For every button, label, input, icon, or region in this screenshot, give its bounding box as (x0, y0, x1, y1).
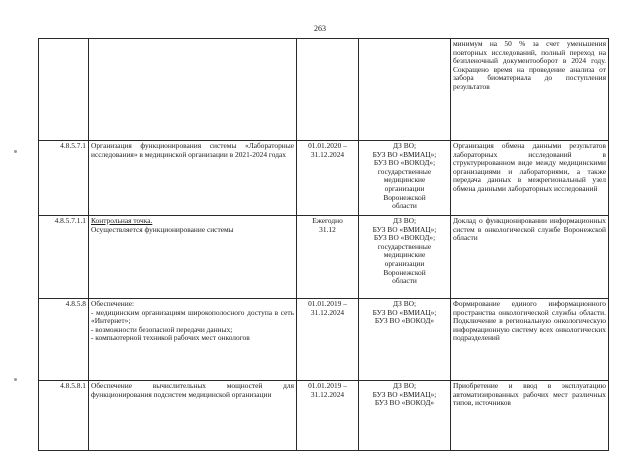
cell-text: - компьютерной техникой рабочих мест онкологов (91, 333, 250, 343)
cell-text: Доклад о функционировании информационных систем в онкологической службе Воронежской области (453, 216, 606, 243)
cell-text: - возможности безопасной передачи данных; (91, 324, 233, 334)
cell-text: Ежегодно (312, 216, 343, 225)
cell-text: Обеспечение вычислительных мощностей для функционирования подсистем медицинской организации (91, 381, 294, 399)
item-number: 4.8.5.8.1 (60, 381, 86, 390)
cell-period (297, 141, 359, 216)
cell-event (89, 299, 297, 381)
cell-result (451, 216, 609, 299)
cell-text: Осуществляется функционирование системы (91, 224, 234, 234)
cell-event (89, 216, 297, 299)
cell-text: БУЗ ВО «ВМИАЦ»; (372, 307, 437, 317)
page-number: 263 (314, 24, 326, 33)
cell-item-number (39, 39, 89, 141)
table-row (39, 39, 609, 141)
cell-item-number (39, 381, 89, 451)
cell-text: Воронежской (383, 267, 426, 277)
cell-text: 31.12.2024 (310, 149, 345, 159)
binder-hole-mark (14, 150, 17, 153)
item-number: 4.8.5.7.1 (60, 141, 86, 150)
cell-period (297, 381, 359, 451)
item-number: 4.8.5.8 (65, 299, 86, 308)
cell-text: государственные (377, 166, 432, 176)
cell-event (89, 141, 297, 216)
item-number: 4.8.5.7.1.1 (54, 216, 86, 225)
cell-event (89, 381, 297, 451)
cell-text: ДЗ ВО; (392, 299, 417, 308)
cell-text: 31.12 (319, 224, 336, 234)
cell-text: ДЗ ВО; (392, 381, 417, 390)
cell-item-number (39, 216, 89, 299)
cell-text: Воронежской (383, 192, 426, 202)
cell-text: 01.01.2020 – (308, 141, 347, 150)
cell-text: Приобретение и ввод в эксплуатацию автоматизированных рабочих мест различных типов, источников (453, 381, 606, 408)
cell-text: организации (384, 183, 425, 193)
cell-executors (359, 381, 451, 451)
cell-executors (359, 216, 451, 299)
cell-executors (359, 39, 451, 141)
table-row (39, 141, 609, 216)
cell-text: БУЗ ВО «ВОКОД» (374, 316, 435, 326)
cell-result (451, 381, 609, 451)
cell-text: медицинские (383, 250, 426, 260)
cell-text: области (392, 276, 417, 286)
cell-result (451, 299, 609, 381)
cell-text: Организация обмена данными результатов лабораторных исследований в структурированном виде между медицинскими организациями и лабораториями, а также передача данных в межрегиональный узел обмена данными лабораторных исследований (453, 141, 606, 193)
cell-text: 01.01.2019 – (308, 299, 347, 308)
cell-text: Организация функционирования системы «Лабораторные исследования» в медицинской организации в 2021-2024 годах (91, 141, 294, 159)
cell-text: БУЗ ВО «ВОКОД»; (373, 233, 436, 243)
cell-text: Формирование единого информационного пространства онкологической службы области. Подключение в региональную онкологическую информационную систему всех онкологических подразделений (453, 299, 606, 343)
cell-text: - медицинским организациям широкополосного доступа в сеть «Интернет»; (91, 307, 294, 326)
cell-item-number (39, 299, 89, 381)
cell-text: БУЗ ВО «ВОКОД» (374, 398, 435, 408)
cell-text: БУЗ ВО «ВМИАЦ»; (372, 224, 437, 234)
cell-item-number (39, 141, 89, 216)
cell-text: государственные (377, 241, 432, 251)
cell-text: БУЗ ВО «ВОКОД»; (373, 158, 436, 168)
cell-executors (359, 141, 451, 216)
cell-text: ДЗ ВО; (392, 141, 417, 150)
cell-period (297, 39, 359, 141)
cell-period (297, 216, 359, 299)
cell-text: области (392, 201, 417, 211)
cell-period (297, 299, 359, 381)
cell-text: 01.01.2019 – (308, 381, 347, 390)
cell-result (451, 141, 609, 216)
cell-text: медицинские (383, 175, 426, 185)
cell-result (451, 39, 609, 141)
cell-text: Обеспечение: (91, 299, 135, 308)
table-row (39, 381, 609, 451)
cell-text: БУЗ ВО «ВМИАЦ»; (372, 149, 437, 159)
cell-text: 31.12.2024 (310, 307, 345, 317)
cell-text: ДЗ ВО; (392, 216, 417, 225)
cell-text: 31.12.2024 (310, 389, 345, 399)
cell-executors (359, 299, 451, 381)
cell-text: БУЗ ВО «ВМИАЦ»; (372, 389, 437, 399)
control-point-title: Контрольная точка. (91, 216, 153, 225)
cell-text: организации (384, 258, 425, 268)
binder-hole-mark (14, 378, 17, 381)
table-row (39, 299, 609, 381)
plan-table (38, 38, 609, 451)
cell-text: минимум на 50 % за счет уменьшения повторных исследований, полный переход на безпленочный документооборот в 2024 году. Сокращено время на проведение анализа от забора биоматериала до поступления результатов (453, 39, 606, 91)
table-row (39, 216, 609, 299)
cell-event (89, 39, 297, 141)
